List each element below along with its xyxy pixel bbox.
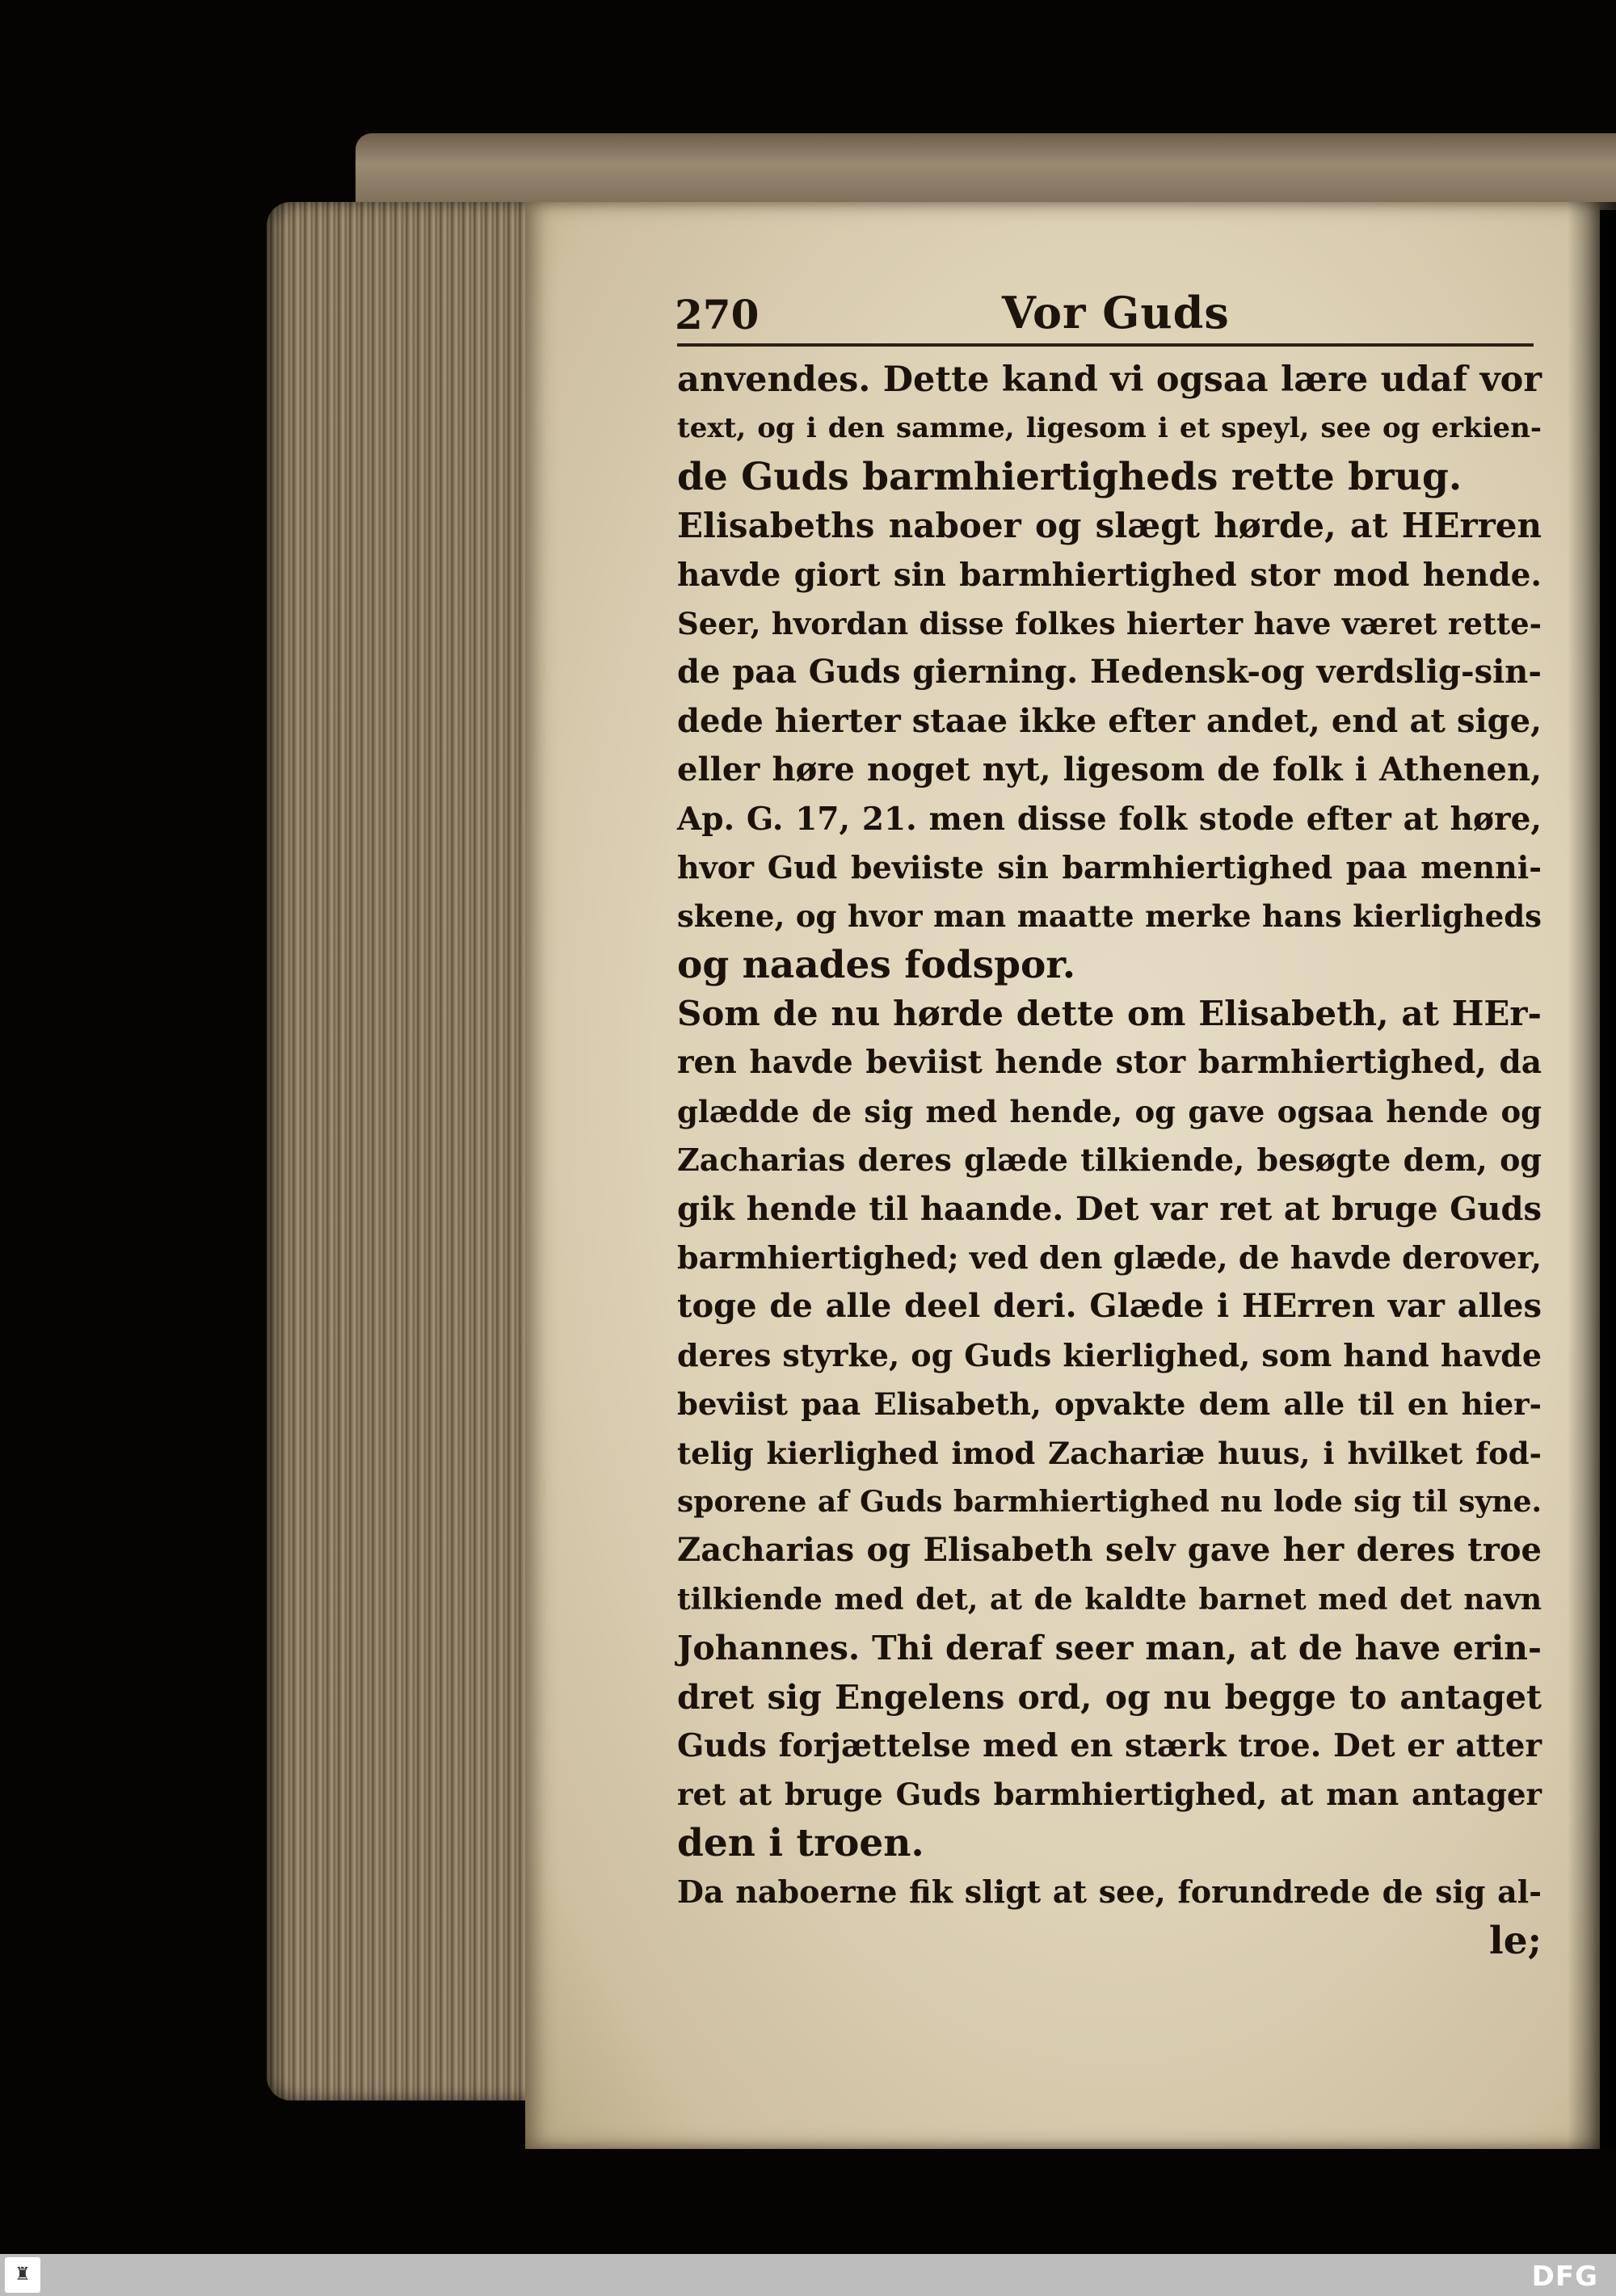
text-line: ren havde beviist hende stor barmhiertighed, da <box>677 1044 1542 1082</box>
text-line: Da naboerne fik sligt at see, forundrede de sig al- <box>677 1873 1542 1911</box>
text-line: Johannes. Thi deraf seer man, at de have erin- <box>677 1629 1542 1668</box>
text-line: eller høre noget nyt, ligesom de folk i Athenen, <box>677 751 1542 789</box>
text-line: de Guds barmhiertigheds rette brug. <box>677 454 1462 499</box>
dfg-logo: DFG <box>1531 2260 1598 2293</box>
footer-bar <box>0 2254 1616 2296</box>
spine-shadow <box>1568 202 1616 2149</box>
text-line: tilkiende med det, at de kaldte barnet med det navn <box>677 1582 1542 1617</box>
text-line: den i troen. <box>677 1820 924 1865</box>
text-line: Zacharias deres glæde tilkiende, besøgte dem, og <box>677 1142 1542 1179</box>
text-line: og naades fodspor. <box>677 942 1076 987</box>
text-line: Seer, hvordan disse folkes hierter have været rette- <box>677 605 1542 641</box>
text-line: telig kierlighed imod Zachariæ huus, i hvilket fod- <box>677 1435 1542 1471</box>
library-logo <box>5 2257 40 2293</box>
text-line: gik hende til haande. Det var ret at bruge Guds <box>677 1189 1542 1228</box>
page-number: 270 <box>675 291 760 339</box>
text-line: havde giort sin barmhiertighed stor mod hende. <box>677 556 1542 594</box>
text-line: sporene af Guds barmhiertighed nu lode sig til syne. <box>677 1484 1542 1519</box>
text-line: skene, og hvor man maatte merke hans kierligheds <box>677 898 1542 935</box>
text-line: Ap. G. 17, 21. men disse folk stode efter at høre, <box>677 800 1542 838</box>
text-line: Som de nu hørde dette om Elisabeth, at HEr- <box>677 994 1542 1034</box>
text-line: deres styrke, og Guds kierlighed, som hand havde <box>677 1336 1542 1373</box>
catchword: le; <box>1488 1918 1542 1963</box>
text-line: Elisabeths naboer og slægt hørde, at HErren <box>677 506 1542 546</box>
text-line: Zacharias og Elisabeth selv gave her deres troe <box>677 1531 1542 1570</box>
text-line: dret sig Engelens ord, og nu begge to antaget <box>677 1677 1542 1717</box>
text-line: anvendes. Dette kand vi ogsaa lære udaf vor <box>677 360 1542 400</box>
body-text <box>677 355 1542 1966</box>
text-line: toge de alle deel deri. Glæde i HErren var alles <box>677 1287 1542 1326</box>
logo-icon: ♜ <box>15 2264 31 2285</box>
text-line: glædde de sig med hende, og gave ogsaa hende og <box>677 1093 1542 1129</box>
book-top-edge <box>356 133 1616 210</box>
text-line: Guds forjættelse med en stærk troe. Det er atter <box>677 1726 1542 1764</box>
text-line: de paa Guds gierning. Hedensk-og verdslig-sin- <box>677 653 1542 692</box>
book-fore-edge <box>267 202 533 2100</box>
text-line: barmhiertighed; ved den glæde, de havde derover, <box>677 1239 1542 1276</box>
text-line: hvor Gud beviiste sin barmhiertighed paa menni- <box>677 848 1542 885</box>
text-line: beviist paa Elisabeth, opvakte dem alle til en hier- <box>677 1386 1542 1423</box>
text-line: dede hierter staae ikke efter andet, end at sige, <box>677 701 1542 740</box>
running-head: Vor Guds <box>1002 287 1230 339</box>
text-line: ret at bruge Guds barmhiertighed, at man antager <box>677 1777 1542 1813</box>
text-line: text, og i den samme, ligesom i et speyl, see og erkien- <box>677 412 1542 445</box>
header-rule <box>677 343 1534 347</box>
